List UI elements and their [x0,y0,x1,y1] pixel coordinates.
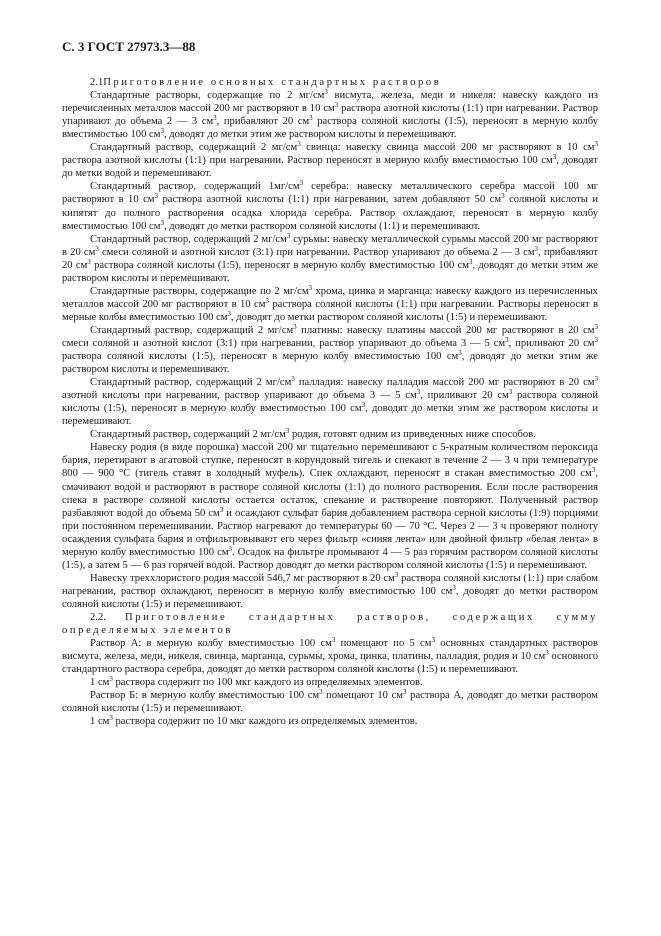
paragraph: Навеску треххлористого родия массой 546,7 мг растворяют в 20 $см^3$ раствора соляной кислоты (1:1) при слабом нагревании, раствор охлаждают, переносят в мерную колбу вместимостью 100 $см^3$, доводят до метки раствором соляной кислоты (1:5) и перемешивают. [62,570,599,610]
paragraph: 1 $см^3$ раствора содержит по 10 мкг каждого из определяемых элементов. [90,714,418,728]
section-title [62,611,598,637]
page-header: С. 3 ГОСТ 27973.3—88 [62,39,196,54]
paragraph: Раствор А: в мерную колбу вместимостью 100 $см^3$ помещают по 5 $см^3$ основных стандартных растворов висмута, железа, меди, никеля, свинца, марганца, сурьмы, хрома, цинка, платины, палладия, родия и 10 $см^3$ основного стандартного раствора серебра, доводят до метки раствором соляной кислоты (1:5) и перемешивают. [62,636,598,676]
section-number: 2.1 [90,77,104,89]
section-title [62,76,598,89]
paragraph: Стандартные растворы, содержащие по 2 $мг/см^3$ висмута, железа, меди и никеля: навеску каждого из перечисленных металлов массой 200 мг растворяют в 10 $см^3$ раствора азотной кислоты (1:1) при нагревании. Раствор упаривают до объема 2 — 3 $см^3$, прибавляют 20 $см^3$ раствора соляной кислоты (1:5), переносят в мерную колбу вместимостью 100 $см^3$, доводят до метки этим же раствором кислоты и перемешивают. [62,88,599,141]
paragraph: Стандартные растворы, содержащие по 2 $мг/см^3$ хрома, цинка и марганца: навеску каждого из перечисленных металлов массой 200 мг растворяют в 10 $см^3$ раствора соляной кислоты (1:1) при нагревании. Растворы переносят в мерные колбы вместимостью 100 $см^3$, доводят до метки раствором соляной кислоты (1:5) и перемешивают. [62,283,598,323]
paragraph: Навеску родия (в виде порошка) массой 200 мг тщательно перемешивают с 5-кратным количеством пероксида бария, перетирают в агатовой ступке, переносят в корундовый тигель и спекают в течение 2 — 3 ч при температуре 800 — 900 °С (тигель ставят в холодный муфель). Спек охлаждают, переносят в стакан вместимостью 200 $см^3$, смачивают водой и растворяют в растворе соляной кислоты (1:1) до полного растворения. Если после растворения спека в растворе соляной кислоты остается остаток, спекание и растворение повторяют. Полученный раствор разбавляют водой до объема 50 $см^3$ и осаждают сульфат бария добавлением раствора серной кислоты (1:9) порциями при постоянном перемешивании. Раствор нагревают до температуры 60 — 70 °С. Через 2 — 3 ч проверяют полноту осаждения сульфата бария и отфильтровывают его через фильтр «синяя лента» или двойной фильтр «белая лента» в мерную колбу вместимостью 100 $см^3$. Осадок на фильтре промывают 4 — 5 раз горячим раствором соляной кислоты (1:5), а затем 5 — 6 раз горячей водой. Раствор доводят до метки раствором соляной кислоты (1:5) и перемешивают. [62,442,598,571]
section-heading: Приготовление основных стандартных растворов [103,77,442,89]
paragraph: Стандартный раствор, содержащий 2 $мг/см^3$ сурьмы: навеску металлической сурьмы массой 200 мг растворяют в 20 $см^3$ смеси соляной и азотной кислот (3:1) при нагревании. Раствор упаривают до объема 2 — 3 $см^3$, прибавляют 20 $см^3$ раствора соляной кислоты (1:5), переносят в мерную колбу вместимостью 100 $см^3$, доводят до метки этим же раствором кислоты и перемешивают. [62,231,598,284]
section-number: 2.2. [90,611,106,623]
paragraph: 1 $см^3$ раствора содержит по 100 мкг каждого из определяемых элементов. [90,675,423,689]
document-page [62,40,598,728]
section-heading: Приготовление стандартных растворов, содержащих сумму определяемых элементов [62,611,598,637]
paragraph: Стандартный раствор, содержащий 2 $мг/см^3$ платины: навеску платины массой 200 мг растворяют в 20 $см^3$ смеси соляной и азотной кислот (3:1) при нагревании, раствор упаривают до объема 3 — 5 $см^3$, приливают 20 $см^3$ раствора соляной кислоты (1:5), переносят в мерную колбу вместимостью 100 $см^3$, доводят до метки этим же раствором кислоты и перемешивают. [62,322,599,376]
paragraph: Раствор Б: в мерную колбу вместимостью 100 $см^3$ помещают 10 $см^3$ раствора А, доводят до метки раствором соляной кислоты (1:5) и перемешивают. [62,688,598,715]
section-2-1 [62,76,598,611]
section-2-2 [62,611,598,728]
paragraph: Стандартный раствор, содержащий 2 $мг/см^3$ палладия: навеску палладия массой 200 мг растворяют в 20 $см^3$ азотной кислоты при нагревании, раствор упаривают до объема 3 — 5 $см^3$, приливают 20 $см^3$ раствора соляной кислоты (1:5), переносят в мерную колбу вместимостью 100 $см^3$, доводят до метки этим же раствором кислоты и перемешивают. [62,375,598,428]
paragraph: Стандартный раствор, содержащий 2 $мг/см^3$ родия, готовят одним из приведенных ниже способов. [90,427,536,441]
paragraph: Стандартный раствор, содержащий $1мг/см^3$ серебра: навеску металлического серебра массой 100 мг растворяют в 10 $см^3$ раствора азотной кислоты (1:1) при нагревании, затем добавляют 50 $см^3$ соляной кислоты и кипятят до полного растворения осадка хлорида серебра. Раствор охлаждают, переносят в мерную колбу вместимостью 100 $см^3$, доводят до метки раствором соляной кислоты (1:1) и перемешивают. [62,179,599,232]
paragraph: Стандартный раствор, содержащий 2 $мг/см^3$ свинца: навеску свинца массой 200 мг растворяют в 10 $см^3$ раствора азотной кислоты (1:1) при нагревании. Раствор переносят в мерную колбу вместимостью 100 $см^3$, доводят до метки водой и перемешивают. [62,140,598,180]
